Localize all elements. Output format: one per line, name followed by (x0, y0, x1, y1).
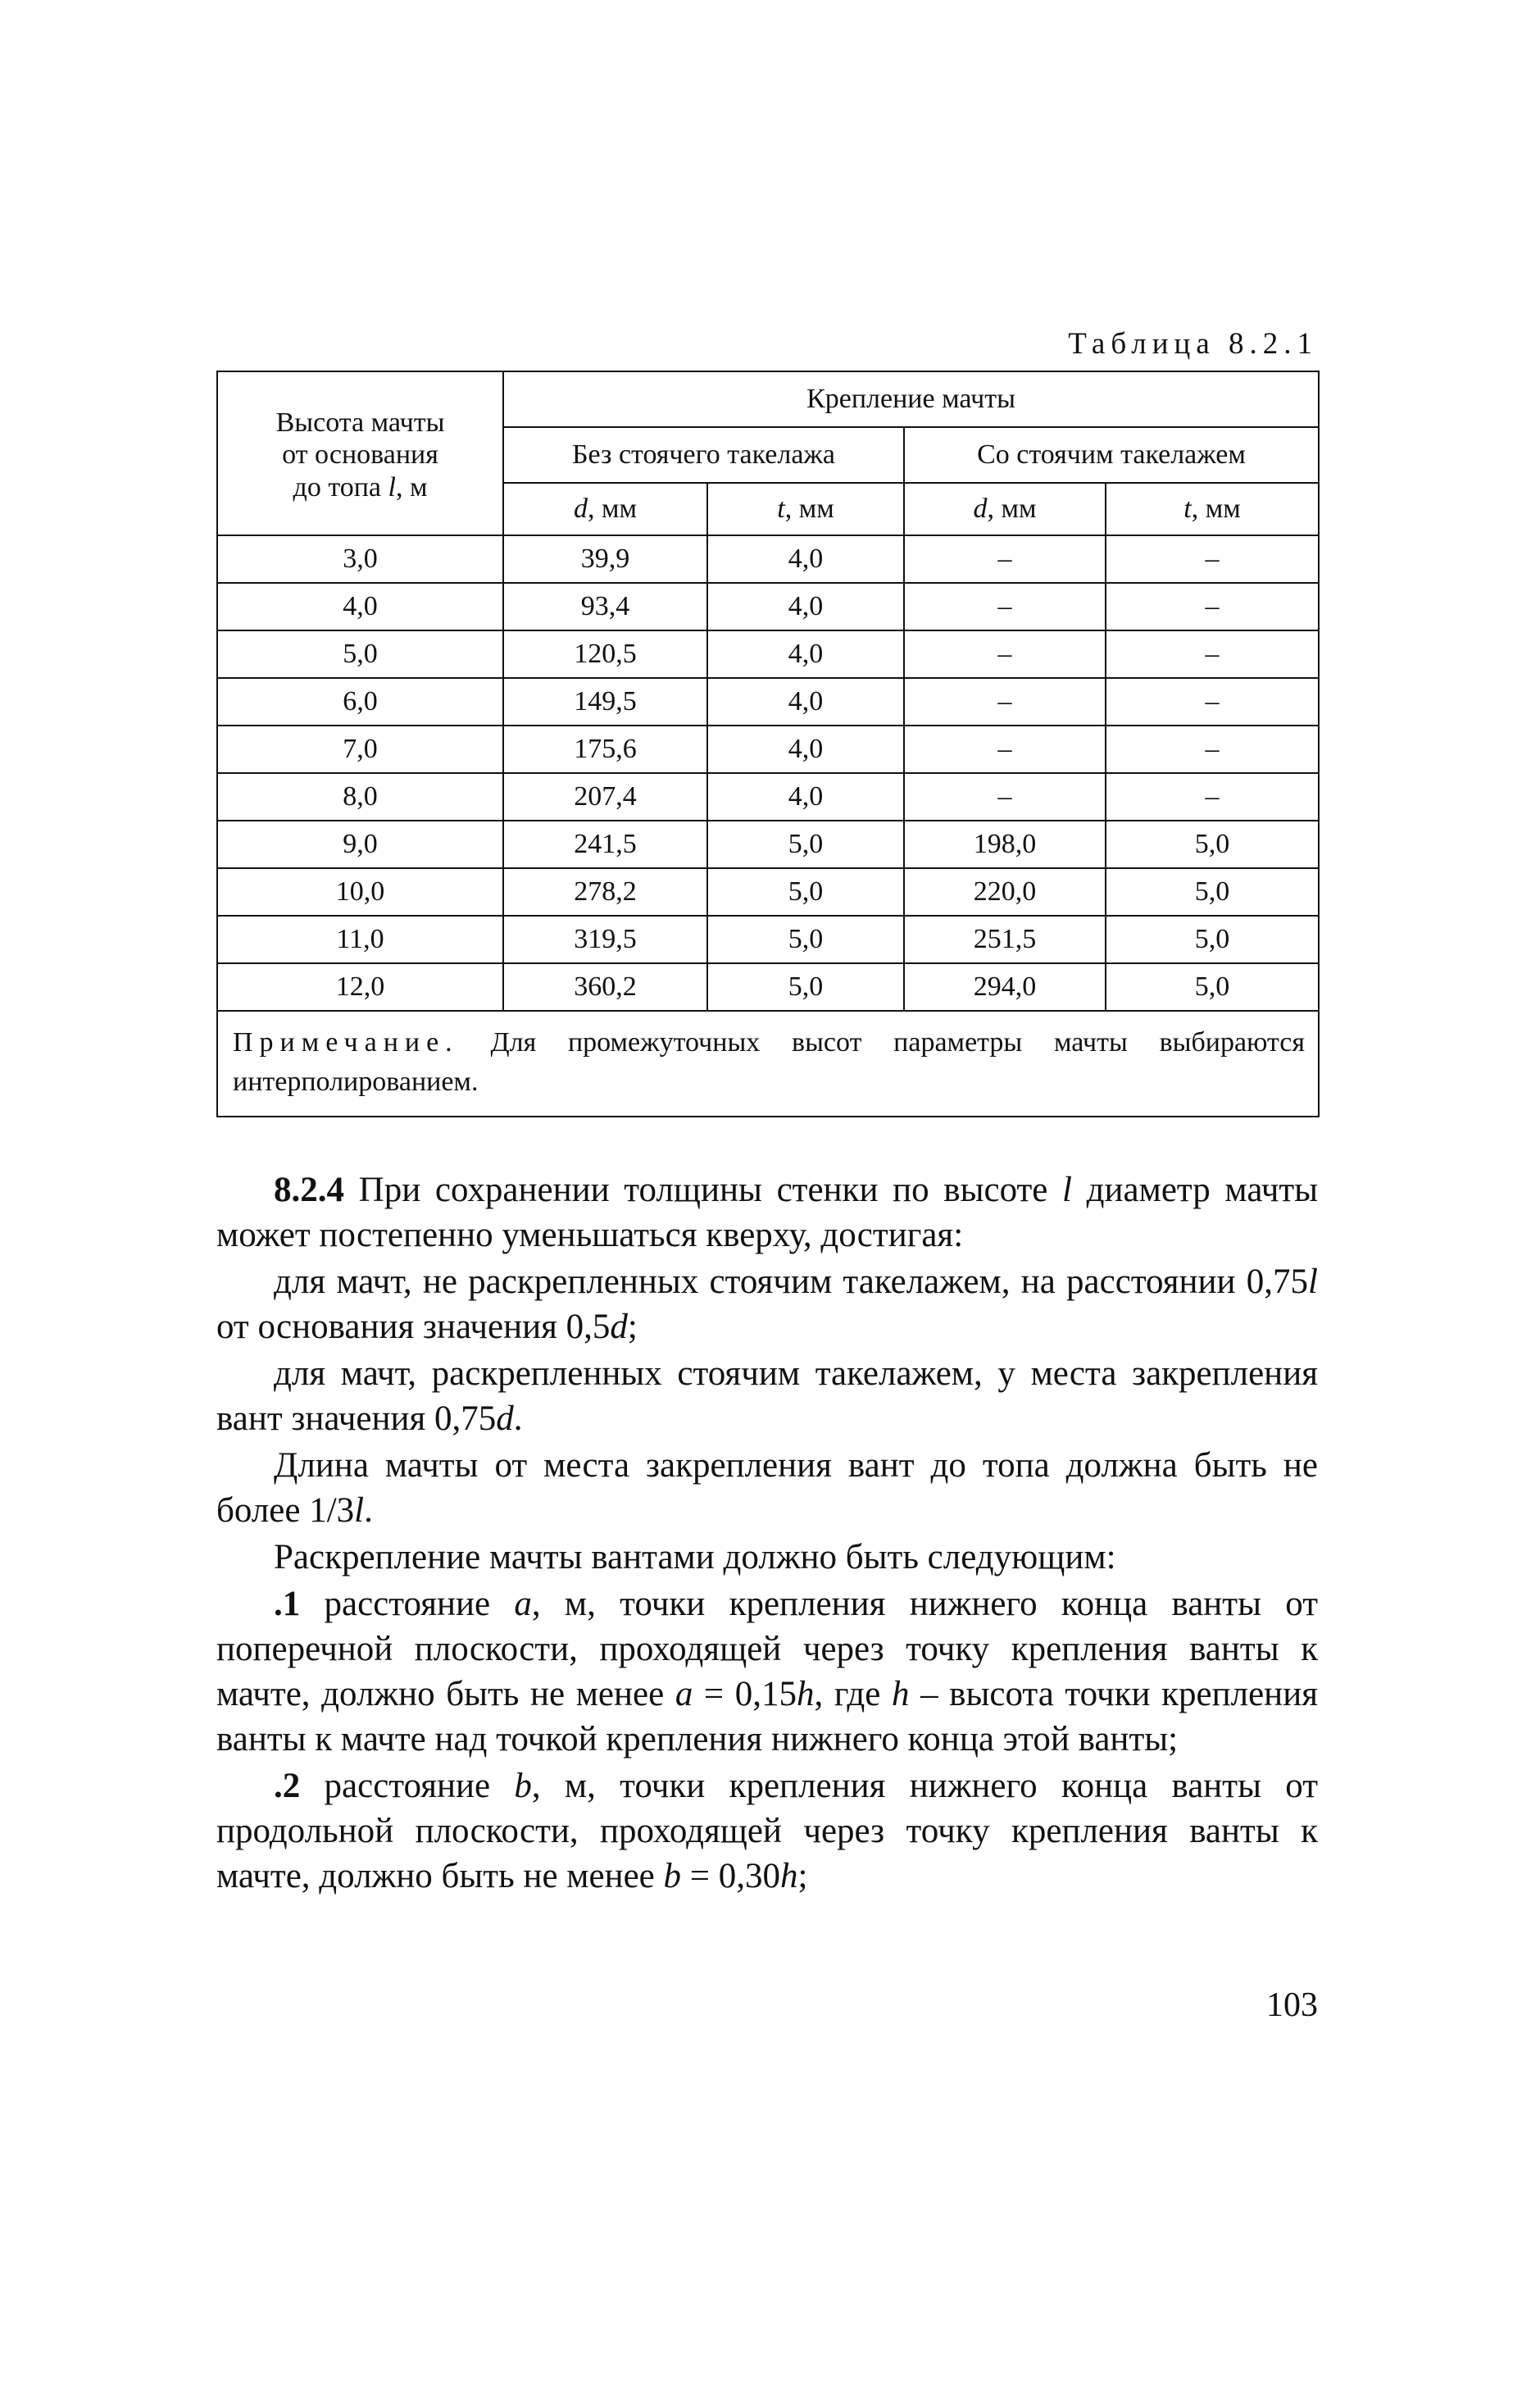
table-cell: 4,0 (707, 726, 904, 773)
table-cell: – (904, 535, 1106, 583)
table-cell: 294,0 (904, 963, 1106, 1011)
paragraph-8-2-4: 8.2.4 При сохранении толщины стенки по высоте l диаметр мачты может постепенно уменьшаться кверху, достигая: (216, 1171, 1318, 1254)
table-cell: 5,0 (217, 630, 503, 678)
header-with-rigging: Со стоячим такелажем (904, 427, 1319, 483)
table-cell: 8,0 (217, 773, 503, 821)
table-cell: – (1106, 726, 1319, 773)
table-cell: 4,0 (707, 773, 904, 821)
paragraph-bracing-intro: Раскрепление мачты вантами должно быть следующим: (274, 1538, 1116, 1576)
table-cell: – (904, 726, 1106, 773)
note-text: Для промежуточных высот параметры мачты выбираются интерполированием. (233, 1027, 1306, 1098)
table-cell: 5,0 (1106, 963, 1319, 1011)
table-cell: 4,0 (217, 583, 503, 630)
table-cell: 5,0 (707, 868, 904, 916)
table-cell: 5,0 (1106, 821, 1319, 868)
table-cell: 6,0 (217, 678, 503, 726)
table-cell: 5,0 (1106, 916, 1319, 963)
table-cell: 319,5 (503, 916, 707, 963)
table-cell: 241,5 (503, 821, 707, 868)
table-cell: 4,0 (707, 630, 904, 678)
table-cell: 5,0 (707, 963, 904, 1011)
table-cell: – (1106, 678, 1319, 726)
table-cell: 207,4 (503, 773, 707, 821)
table-cell: 251,5 (904, 916, 1106, 963)
mast-parameters-table (216, 371, 1320, 1117)
header-unit-t-without: t, мм (707, 483, 904, 535)
table-row (217, 916, 1319, 963)
table-cell: – (1106, 535, 1319, 583)
table-note-row (217, 1011, 1319, 1117)
table-cell: 12,0 (217, 963, 503, 1011)
table-cell: 5,0 (1106, 868, 1319, 916)
table-cell: 4,0 (707, 535, 904, 583)
table-cell: 278,2 (503, 868, 707, 916)
table-cell: 360,2 (503, 963, 707, 1011)
table-caption: Таблица 8.2.1 (1068, 327, 1318, 361)
table-cell: – (1106, 583, 1319, 630)
table-cell: 10,0 (217, 868, 503, 916)
table-cell: – (904, 678, 1106, 726)
paragraph-item-2: .2 расстояние b, м, точки крепления нижнего конца ванты от продольной плоскости, проходящей через точку крепления ванты к мачте, должно быть не менее b = 0,30h; (216, 1767, 1318, 1895)
header-mast-fastening: Крепление мачты (503, 371, 1319, 427)
table-cell: 3,0 (217, 535, 503, 583)
page-number: 103 (1266, 1986, 1318, 2024)
table-cell: 4,0 (707, 583, 904, 630)
table-cell: – (1106, 630, 1319, 678)
header-unit-d-without: d, мм (503, 483, 707, 535)
table-row (217, 535, 1319, 583)
paragraph-unbraced-masts: для мачт, не раскрепленных стоячим такелажем, на расстоянии 0,75l от основания значения 0,5d; (216, 1263, 1318, 1346)
table-cell: – (904, 630, 1106, 678)
table-cell: 220,0 (904, 868, 1106, 916)
table-row (217, 726, 1319, 773)
header-unit-d-with: d, мм (904, 483, 1106, 535)
table-cell: 5,0 (707, 916, 904, 963)
table-cell: – (1106, 773, 1319, 821)
table-row (217, 821, 1319, 868)
header-unit-t-with: t, мм (1106, 483, 1319, 535)
table-cell: – (904, 583, 1106, 630)
table-row (217, 963, 1319, 1011)
note-label: Примечание. (233, 1027, 459, 1058)
table-cell: 4,0 (707, 678, 904, 726)
table-cell: 93,4 (503, 583, 707, 630)
table-row (217, 678, 1319, 726)
header-mast-height: Высота мачты от основания до топа l, м (217, 371, 503, 535)
paragraph-mast-length: Длина мачты от места закрепления вант до топа должна быть не более 1/3l. (216, 1446, 1318, 1530)
paragraph-braced-masts: для мачт, раскрепленных стоячим такелажем, у места закрепления вант значения 0,75d. (216, 1354, 1318, 1438)
table-cell: 7,0 (217, 726, 503, 773)
table-cell: 5,0 (707, 821, 904, 868)
paragraph-item-1: .1 расстояние a, м, точки крепления нижнего конца ванты от поперечной плоскости, проходящей через точку крепления ванты к мачте, должно быть не менее a = 0,15h, где h – высота точки крепления ванты к мачте над точкой крепления нижнего конца этой ванты; (216, 1585, 1318, 1758)
table-cell: 175,6 (503, 726, 707, 773)
table-row (217, 868, 1319, 916)
table-cell: 11,0 (217, 916, 503, 963)
table-cell: 39,9 (503, 535, 707, 583)
header-without-rigging: Без стоячего такелажа (503, 427, 904, 483)
table-cell: 120,5 (503, 630, 707, 678)
table-note (217, 1011, 1319, 1117)
table-row (217, 583, 1319, 630)
table-cell: 149,5 (503, 678, 707, 726)
table-row (217, 630, 1319, 678)
table-row (217, 773, 1319, 821)
body-text (216, 1167, 1318, 1900)
table-cell: 9,0 (217, 821, 503, 868)
table-cell: 198,0 (904, 821, 1106, 868)
table-cell: – (904, 773, 1106, 821)
